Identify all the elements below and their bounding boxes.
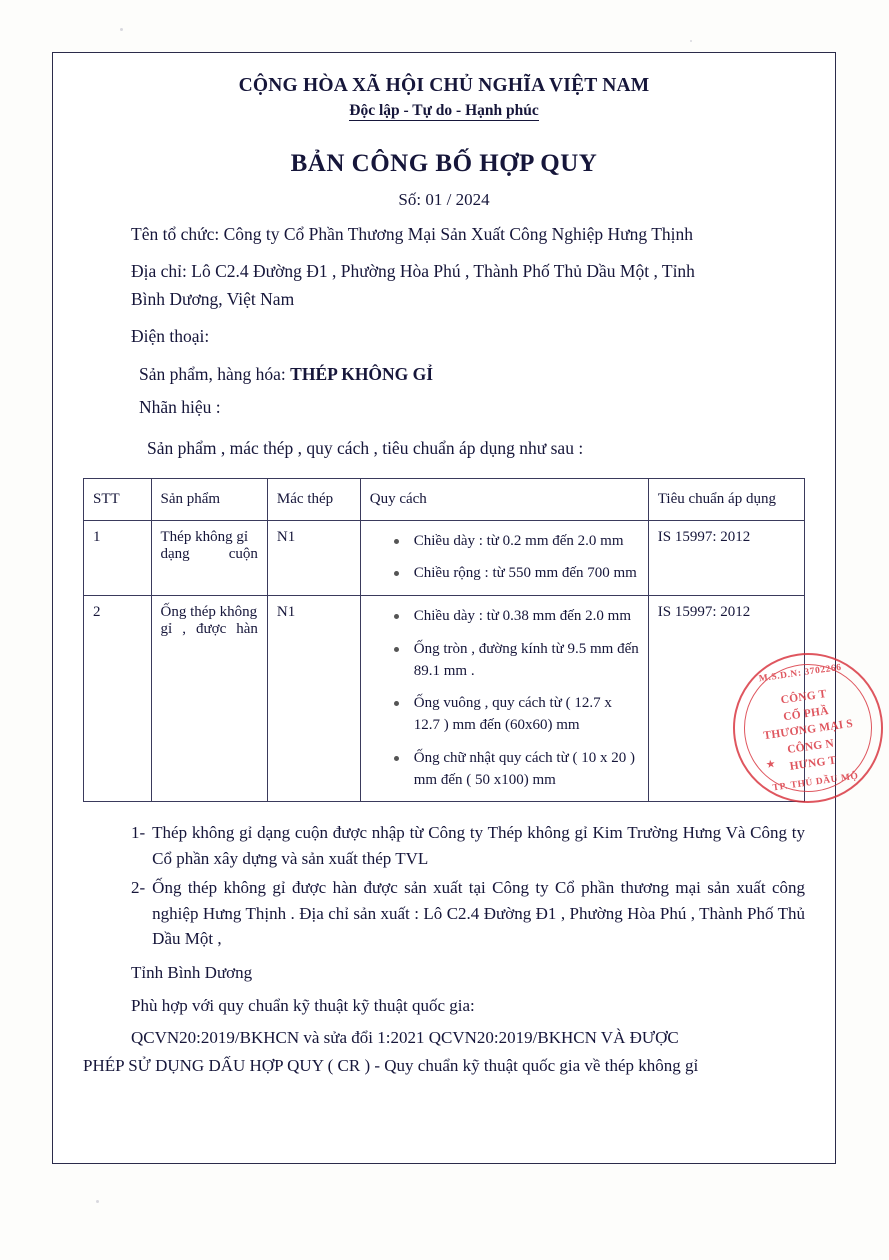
cell-grade: N1 [267,596,360,802]
scan-speck [120,28,123,31]
brand-line: Nhãn hiệu : [139,396,221,417]
page-title: BẢN CÔNG BỐ HỢP QUY [290,150,598,177]
note-text: Thép không gỉ dạng cuộn được nhập từ Công ty Thép không gỉ Kim Trường Hưng Và Công ty Cổ phần xây dựng và sản xuất thép TVL [152,823,805,868]
note-item [83,820,805,871]
spec-list [370,531,639,586]
table-header [84,478,805,520]
table-row [84,596,805,802]
seal-line-1: CÔNG T [780,688,828,707]
document-number: Số: 01 / 2024 [398,190,490,209]
table-body [84,520,805,802]
cell-standard: IS 15997: 2012 [648,596,804,802]
cell-standard: IS 15997: 2012 [648,520,804,596]
scan-speck [690,40,692,42]
note-number: 2- [131,878,146,898]
national-motto [83,102,805,120]
column-header-standard: Tiêu chuẩn áp dụng [648,478,804,520]
note-text: Ống thép không gỉ được hàn được sản xuất tại Công ty Cổ phần thương mại sản xuất công nghiệp Hưng Thịnh . Địa chỉ sản xuất : Lô C2.4 Đường Đ1 , Phường Hòa Phú , Thành Phố Thủ Dầu Một , [152,878,805,949]
cell-spec [360,596,648,802]
cell-stt: 1 [84,520,152,596]
product-line [83,362,805,387]
column-header-grade: Mác thép [267,478,360,520]
phone-line: Điện thoại: [131,326,210,347]
spec-item: Ống chữ nhật quy cách từ ( 10 x 20 ) mm đến ( 50 x100) mm [392,748,639,792]
spec-item: Chiều dày : từ 0.2 mm đến 2.0 mm [392,531,639,553]
seal-location-text: TP. THỦ DẦU MỘ [772,771,860,794]
cell-product: Ống thép không gỉ , được hàn [151,596,267,802]
spec-item: Chiều rộng : từ 550 mm đến 700 mm [392,563,639,585]
seal-line-4: CÔNG N [786,737,835,757]
notes-section [83,820,805,952]
province-line: Tỉnh Bình Dương [131,962,253,982]
document-border [52,52,860,1164]
seal-star-icon: ★ [764,757,777,772]
product-value: THÉP KHÔNG GỈ [290,363,434,384]
national-motto-text: Độc lập - Tự do - Hạnh phúc [349,102,539,119]
organization-line: Tên tổ chức: Công ty Cổ Phần Thương Mại Sản Xuất Công Nghiệp Hưng Thịnh [131,224,694,244]
address-line-2: Bình Dương, Việt Nam [131,288,295,309]
seal-center-text [730,679,886,782]
spec-item: Chiều dày : từ 0.38 mm đến 2.0 mm [392,606,639,628]
spec-item: Ống tròn , đường kính từ 9.5 mm đến 89.1 mm . [392,639,639,683]
standard-line-1: QCVN20:2019/BKHCN và sửa đổi 1:2021 QCVN20:2019/BKHCN VÀ ĐƯỢC [131,1027,679,1047]
cell-grade: N1 [267,520,360,596]
conformity-line: Phù hợp với quy chuẩn kỹ thuật kỹ thuật quốc gia: [131,996,475,1016]
standard-line-2: PHÉP SỬ DỤNG DẤU HỢP QUY ( CR ) - Quy chuẩn kỹ thuật quốc gia về thép không gỉ [83,1056,699,1076]
table-row [84,520,805,596]
table-intro: Sản phẩm , mác thép , quy cách , tiêu chuẩn áp dụng như sau : [147,438,584,459]
seal-line-2: CỔ PHẦ [782,704,830,723]
table-header-row [84,478,805,520]
note-item [83,875,805,952]
national-title: CỘNG HÒA XÃ HỘI CHỦ NGHĨA VIỆT NAM [238,75,650,96]
spec-item: Ống vuông , quy cách từ ( 12.7 x 12.7 ) mm đến (60x60) mm [392,693,639,737]
cell-stt: 2 [84,596,152,802]
seal-line-3: THƯƠNG MẠI S [762,718,854,743]
seal-registration-number: M.S.D.N: 3702266 [758,662,843,685]
note-number: 1- [131,823,146,843]
document-body [53,53,860,1163]
product-label: Sản phẩm, hàng hóa: [139,363,291,384]
address-line-1: Địa chỉ: Lô C2.4 Đường Đ1 , Phường Hòa Phú , Thành Phố Thủ Dầu Một , Tỉnh [131,261,695,282]
seal-line-5: HƯNG T [788,754,838,773]
scan-speck [96,1200,99,1203]
specification-table [83,478,805,803]
column-header-stt: STT [84,478,152,520]
column-header-spec: Quy cách [360,478,648,520]
spec-list [370,606,639,791]
cell-product: Thép không gỉ dạng cuộn [151,520,267,596]
column-header-product: Sản phẩm [151,478,267,520]
cell-spec [360,520,648,596]
